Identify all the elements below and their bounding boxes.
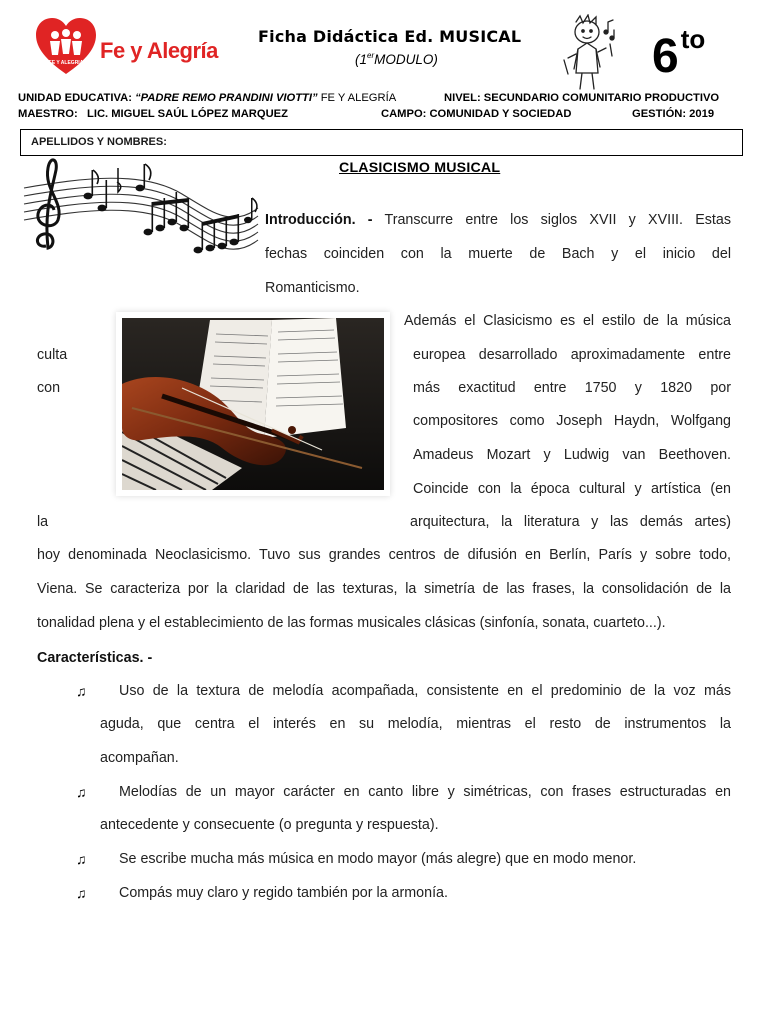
- feature-1-line-2: aguda, que centra el interés en su melodía, mientras el resto de instrumentos la: [100, 716, 731, 732]
- para2-right-line-4: compositores como Joseph Haydn, Wolfgang: [413, 413, 731, 429]
- music-note-bullet-icon: ♫: [76, 784, 87, 800]
- para2-full-line-1: hoy denominada Neoclasicismo. Tuvo sus grandes centros de difusión en Berlín, París y sobre todo,: [37, 547, 731, 563]
- violin-image-icon: [122, 318, 384, 490]
- campo-line: CAMPO: COMUNIDAD Y SOCIEDAD: [381, 108, 572, 120]
- feature-1-line-1: Uso de la textura de melodía acompañada, consistente en el predominio de la voz más: [119, 683, 731, 699]
- gestion-line: GESTIÓN: 2019: [632, 108, 715, 120]
- para2-full-line-3: tonalidad plena y el establecimiento de las formas musicales clásicas (sinfonía, sonata, cuarteto...).: [37, 615, 666, 631]
- module-label: (1erMODULO): [355, 51, 438, 67]
- para2-left-word-3: la: [37, 514, 49, 530]
- musician-cartoon-icon: [556, 14, 622, 92]
- para2-full-line-2: Viena. Se caracteriza por la claridad de las texturas, la simetría de las frases, la consolidación de la: [37, 581, 731, 597]
- feature-4-line-1: Compás muy claro y regido también por la armonía.: [119, 885, 448, 901]
- feature-2-line-2: antecedente y consecuente (o pregunta y respuesta).: [100, 817, 439, 833]
- para2-right-line-7: arquitectura, la literatura y las demás artes): [410, 514, 731, 530]
- names-label: APELLIDOS Y NOMBRES:: [31, 136, 167, 148]
- unidad-educativa-line: UNIDAD EDUCATIVA: “PADRE REMO PRANDINI VIOTTI” FE Y ALEGRÍA: [18, 92, 397, 104]
- maestro-line: MAESTRO: LIC. MIGUEL SAÚL LÓPEZ MARQUEZ: [18, 108, 288, 120]
- worksheet-title: Ficha Didáctica Ed. MUSICAL: [258, 27, 522, 46]
- para2-right-line-1: Además el Clasicismo es el estilo de la música: [404, 313, 731, 329]
- para2-left-word-2: con: [37, 380, 61, 396]
- intro-line-2: fechas coinciden con la muerte de Bach y el inicio del: [265, 246, 731, 262]
- feature-3-line-1: Se escribe mucha más música en modo mayor (más alegre) que en modo menor.: [119, 851, 637, 867]
- violin-sheet-music-photo: [116, 312, 390, 496]
- features-heading: Características. -: [37, 650, 153, 666]
- intro-line-1: Introducción. - Transcurre entre los siglos XVII y XVIII. Estas: [265, 212, 731, 228]
- music-note-bullet-icon: ♫: [76, 683, 87, 699]
- feature-2-line-1: Melodías de un mayor carácter en canto libre y simétricas, con frases estructuradas en: [119, 784, 731, 800]
- fe-y-alegria-logo: [36, 18, 232, 80]
- document-title: CLASICISMO MUSICAL: [339, 160, 501, 176]
- music-staff-icon: [22, 150, 260, 266]
- grade-label: $6^{to}$: [652, 24, 706, 83]
- para2-left-word-1: culta: [37, 347, 68, 363]
- heart-logo-icon: [36, 18, 96, 76]
- logo-badge-text: FE Y ALEGRIA: [48, 60, 84, 66]
- music-note-bullet-icon: ♫: [76, 885, 87, 901]
- feature-1-line-3: acompañan.: [100, 750, 179, 766]
- para2-right-line-5: Amadeus Mozart y Ludwig van Beethoven.: [413, 447, 731, 463]
- para2-right-line-6: Coincide con la época cultural y artística (en: [413, 481, 731, 497]
- music-note-bullet-icon: ♫: [76, 851, 87, 867]
- para2-right-line-2: europea desarrollado aproximadamente entre: [413, 347, 731, 363]
- logo-text: Fe y Alegría: [100, 38, 218, 63]
- nivel-line: NIVEL: SECUNDARIO COMUNITARIO PRODUCTIVO: [444, 92, 720, 104]
- para2-right-line-3: más exactitud entre 1750 y 1820 por: [413, 380, 731, 396]
- intro-line-3: Romanticismo.: [265, 280, 360, 296]
